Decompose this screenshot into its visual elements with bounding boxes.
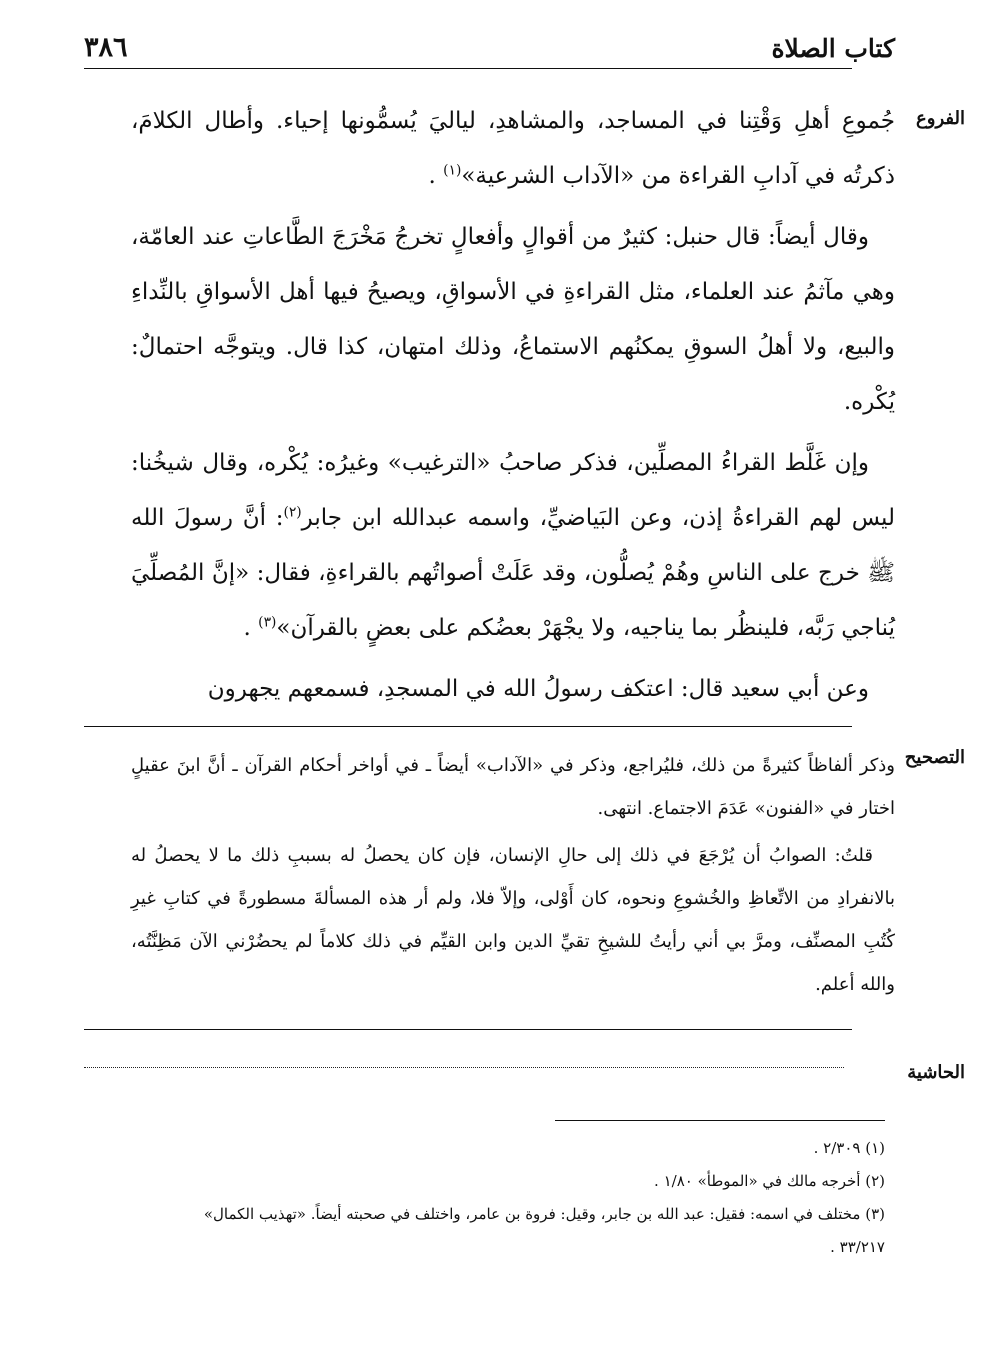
page-number: ٣٨٦: [84, 32, 128, 63]
footnote-3: (٣) مختلف في اسمه: فقيل: عبد الله بن جابر، وقيل: فروة بن عامر، واختلف في صحبته أيضاً. «تهذيب الكمال»: [203, 1205, 885, 1223]
footnote-separator: [555, 1120, 885, 1121]
main-paragraph-3: [131, 436, 895, 656]
tashih-paragraph-1: وذكر ألفاظاً كثيرةً من ذلك، فليُراجع، وذكر في «الآداب» أيضاً ـ في أواخر أحكام القرآن ـ أنَّ ابنَ عقيلٍ اختار في «الفنون» عَدَمَ الاجتماع. انتهى.: [131, 755, 895, 819]
section-divider-rule: [84, 726, 852, 727]
main-paragraph-4: وعن أبي سعيد قال: اعتكف رسولُ الله في المسجدِ، فسمعهم يجهرون: [207, 676, 869, 702]
footnote-2: (٢) أخرجه مالك في «الموطأ» ١/٨٠ .: [654, 1172, 885, 1190]
hashia-dotted-line: [84, 1067, 844, 1068]
main-paragraph-3-text-b: : أنَّ رسولَ الله ﷺ خرج على الناسِ وهُمْ يُصلُّون، وقد عَلَتْ أصواتُهم بالقراءةِ، فقال: «إنَّ المُصلِّيَ يُناجي رَبَّه، فلينظُر بما يناجيه، ولا يجْهَرْ بعضُكم على بعضٍ بالقرآن»: [131, 505, 895, 641]
main-paragraph-1: [131, 94, 895, 204]
tashih-text-block: [131, 744, 895, 1010]
footnote-1: (١) ٢/٣٠٩ .: [813, 1139, 885, 1157]
footnote-ref-3: (٣): [258, 614, 277, 631]
main-paragraph-3-end: .: [243, 615, 251, 641]
footnote-3-continuation: ٣٣/٢١٧ .: [830, 1238, 885, 1256]
main-paragraph-3-text-a: وإن غَلَّط القراءُ المصلِّين، فذكر صاحبُ «الترغيب» وغيرُه: يُكْره، وقال شيخُنا: ليس لهم القراءةُ إذن، وعن البَياضيِّ، واسمه عبدالله ابن جابر: [131, 450, 895, 531]
section-label-tashih: التصحيح: [904, 747, 965, 768]
running-header-title: كتاب الصلاة: [771, 34, 895, 63]
main-paragraph-1-text: جُموعِ أهلِ وَقْتِنا في المساجد، والمشاهدِ، لياليَ يُسمُّونها إحياء. وأطال الكلامَ، ذكرتُه في آدابِ القراءة من «الآداب الشرعية»: [131, 108, 895, 189]
tashih-paragraph-2: قلتُ: الصوابُ أن يُرْجَعَ في ذلك إلى حالِ الإنسان، فإن كان يحصلُ له بسببِ ذلك ما لا يحصلُ له بالانفرادِ من الاتِّعاظِ والخُشوعِ ونحوه، كان أَوْلى، وإلاّ فلا، ولم أر هذه المسألةَ مسطورةً في كتابِ غيرِ كُتُبِ المصنِّف، ومرَّ بي أني رأيتُ للشيخِ تقيِّ الدين وابن القيِّم في ذلك كلاماً لم يحضُرْني الآن مَظِنَّتُه، والله أعلم.: [131, 845, 895, 995]
main-text-block: [131, 94, 895, 723]
section-label-hashia: الحاشية: [907, 1062, 965, 1083]
main-paragraph-1-end: .: [428, 163, 436, 189]
header-rule: [84, 68, 852, 69]
section-label-furu: الفروع: [916, 108, 965, 129]
footnotes: [125, 1132, 885, 1264]
footnote-ref-1: (١): [443, 162, 462, 179]
main-paragraph-2: وقال أيضاً: قال حنبل: كثيرٌ من أقوالٍ وأفعالٍ تخرجُ مَخْرَجَ الطَّاعاتِ عند العامّة، وهي مآثمُ عند العلماء، مثل القراءةِ في الأسواقِ، ويصيحُ فيها أهل الأسواقِ بالنِّداءِ والبيع، ولا أهلُ السوقِ يمكنُهم الاستماعُ، وذلك امتهان، كذا قال. ويتوجَّه احتمالٌ: يُكْره.: [131, 224, 895, 415]
tashih-bottom-rule: [84, 1029, 852, 1030]
footnote-ref-2: (٢): [283, 504, 302, 521]
